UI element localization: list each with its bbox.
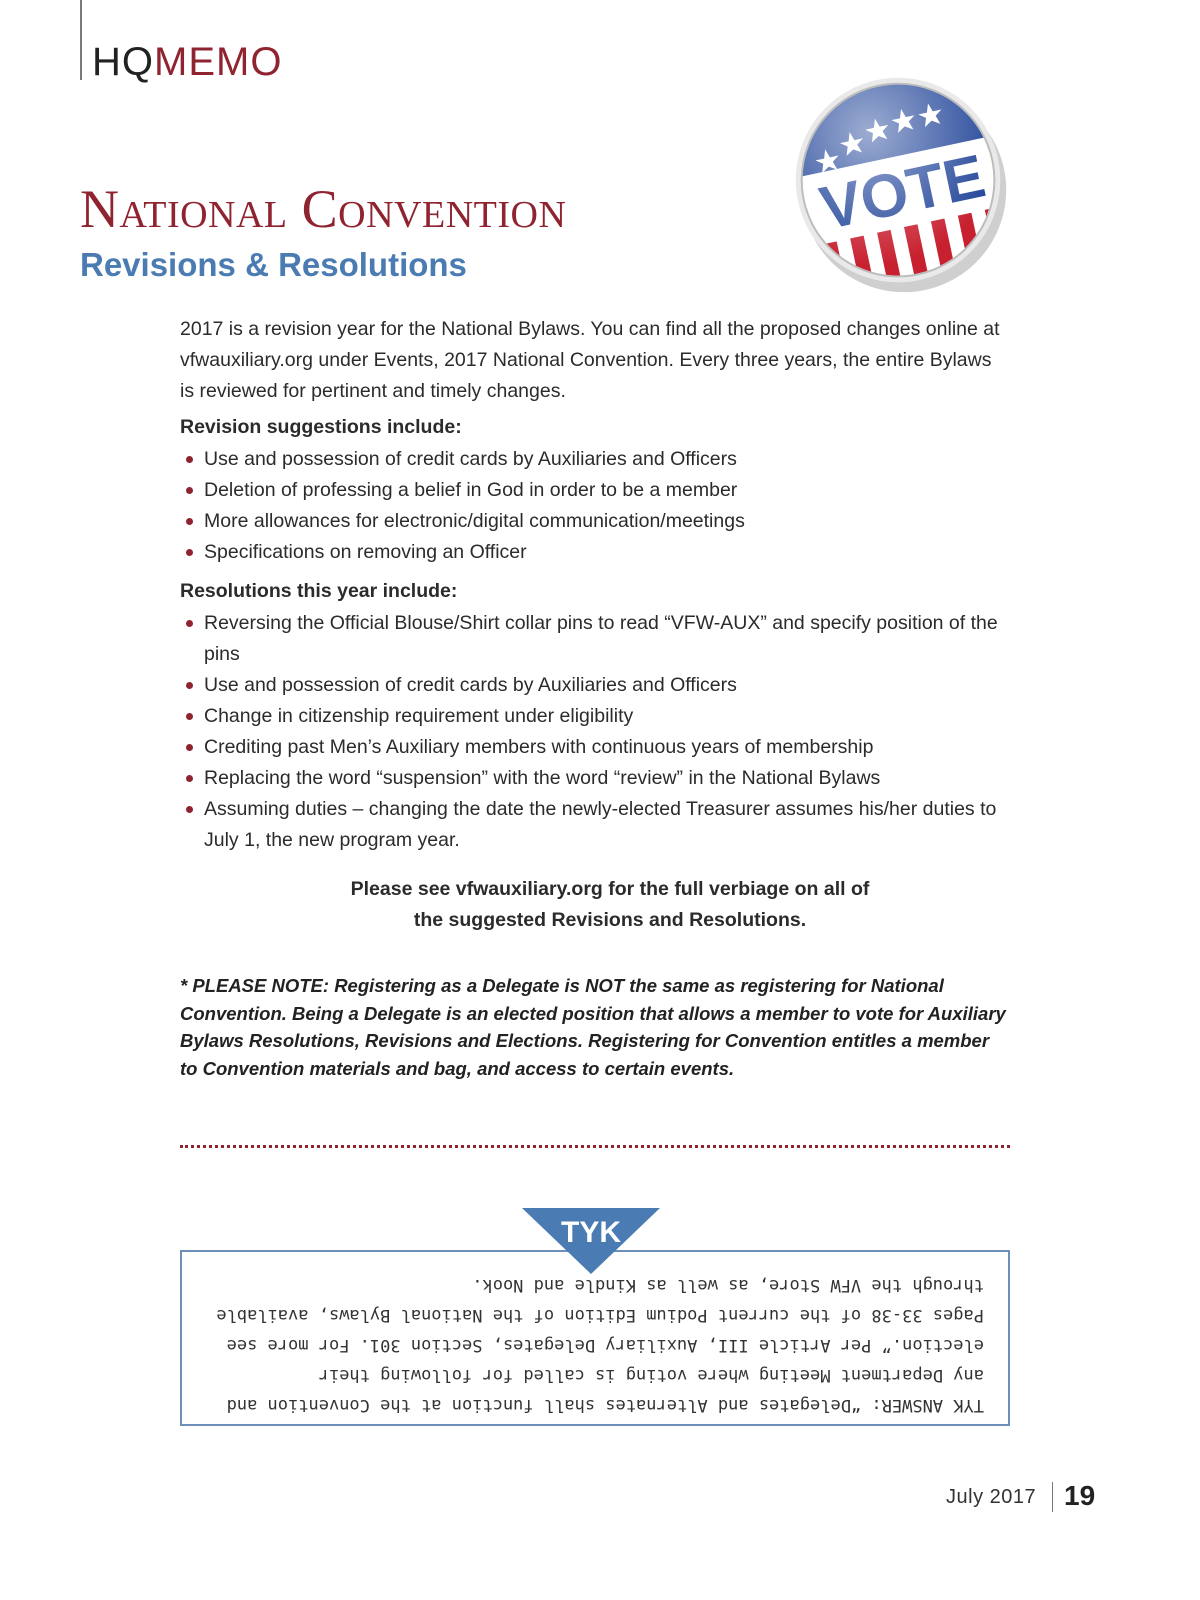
list-item: Specifications on removing an Officer [180, 537, 1010, 568]
tyk-answer-text: TYK ANSWER: “Delegates and Alternates shall function at the Convention and any Department Meeting where voting is called for following their election.” Per Article III, Auxiliary Delegates, Section 301. For more see Pages 33-38 of the current Podium Edition of the National Bylaws, available through the VFW Store, as well as Kindle and Nook. [216, 1275, 984, 1415]
page-subtitle: Revisions & Resolutions [80, 246, 467, 283]
revisions-list [180, 444, 1010, 568]
intro-paragraph: 2017 is a revision year for the National Bylaws. You can find all the proposed changes online at vfwauxiliary.org under Events, 2017 National Convention. Every three years, the entire Bylaws is reviewed for pertinent and timely changes. [180, 318, 1000, 402]
list-item: Replacing the word “suspension” with the word “review” in the National Bylaws [180, 763, 1010, 794]
list-item: Use and possession of credit cards by Auxiliaries and Officers [180, 444, 1010, 475]
brand-memo: MEMO [154, 40, 283, 84]
list-item: Reversing the Official Blouse/Shirt collar pins to read “VFW-AUX” and specify position of the pins [180, 608, 1010, 670]
brand-rule [80, 0, 82, 80]
list-item: Assuming duties – changing the date the newly-elected Treasurer assumes his/her duties to July 1, the new program year. [180, 794, 1010, 856]
resolutions-list [180, 608, 1010, 856]
revisions-heading: Revision suggestions include: [180, 416, 462, 438]
resolutions-heading: Resolutions this year include: [180, 580, 458, 602]
tyk-answer-box [180, 1250, 1010, 1426]
delegate-note: * PLEASE NOTE: Registering as a Delegate is NOT the same as registering for National Convention. Being a Delegate is an elected position that allows a member to vote for Auxiliary Bylaws Resolutions, Revisions and Elections. Registering for Convention entitles a member to Convention materials and bag, and access to certain events. [180, 975, 1006, 1079]
tyk-triangle-icon [522, 1208, 660, 1274]
page-title: National Convention [80, 179, 567, 239]
list-item: More allowances for electronic/digital communication/meetings [180, 506, 1010, 537]
footer-divider [1052, 1482, 1053, 1512]
vote-button-icon [782, 66, 1018, 302]
please-see-note [180, 874, 1040, 936]
footer-month: July 2017 [946, 1486, 1037, 1508]
please-see-line-1: Please see vfwauxiliary.org for the full verbiage on all of [350, 878, 870, 900]
tyk-label: TYK [561, 1216, 621, 1249]
brand-hq: HQ [92, 40, 154, 84]
list-item: Use and possession of credit cards by Auxiliaries and Officers [180, 670, 1010, 701]
dotted-divider [180, 1145, 1010, 1148]
page-number: 19 [1064, 1480, 1096, 1511]
please-see-line-2: the suggested Revisions and Resolutions. [413, 909, 807, 931]
list-item: Change in citizenship requirement under eligibility [180, 701, 1010, 732]
list-item: Deletion of professing a belief in God in order to be a member [180, 475, 1010, 506]
list-item: Crediting past Men’s Auxiliary members with continuous years of membership [180, 732, 1010, 763]
brand-logo [92, 42, 282, 82]
